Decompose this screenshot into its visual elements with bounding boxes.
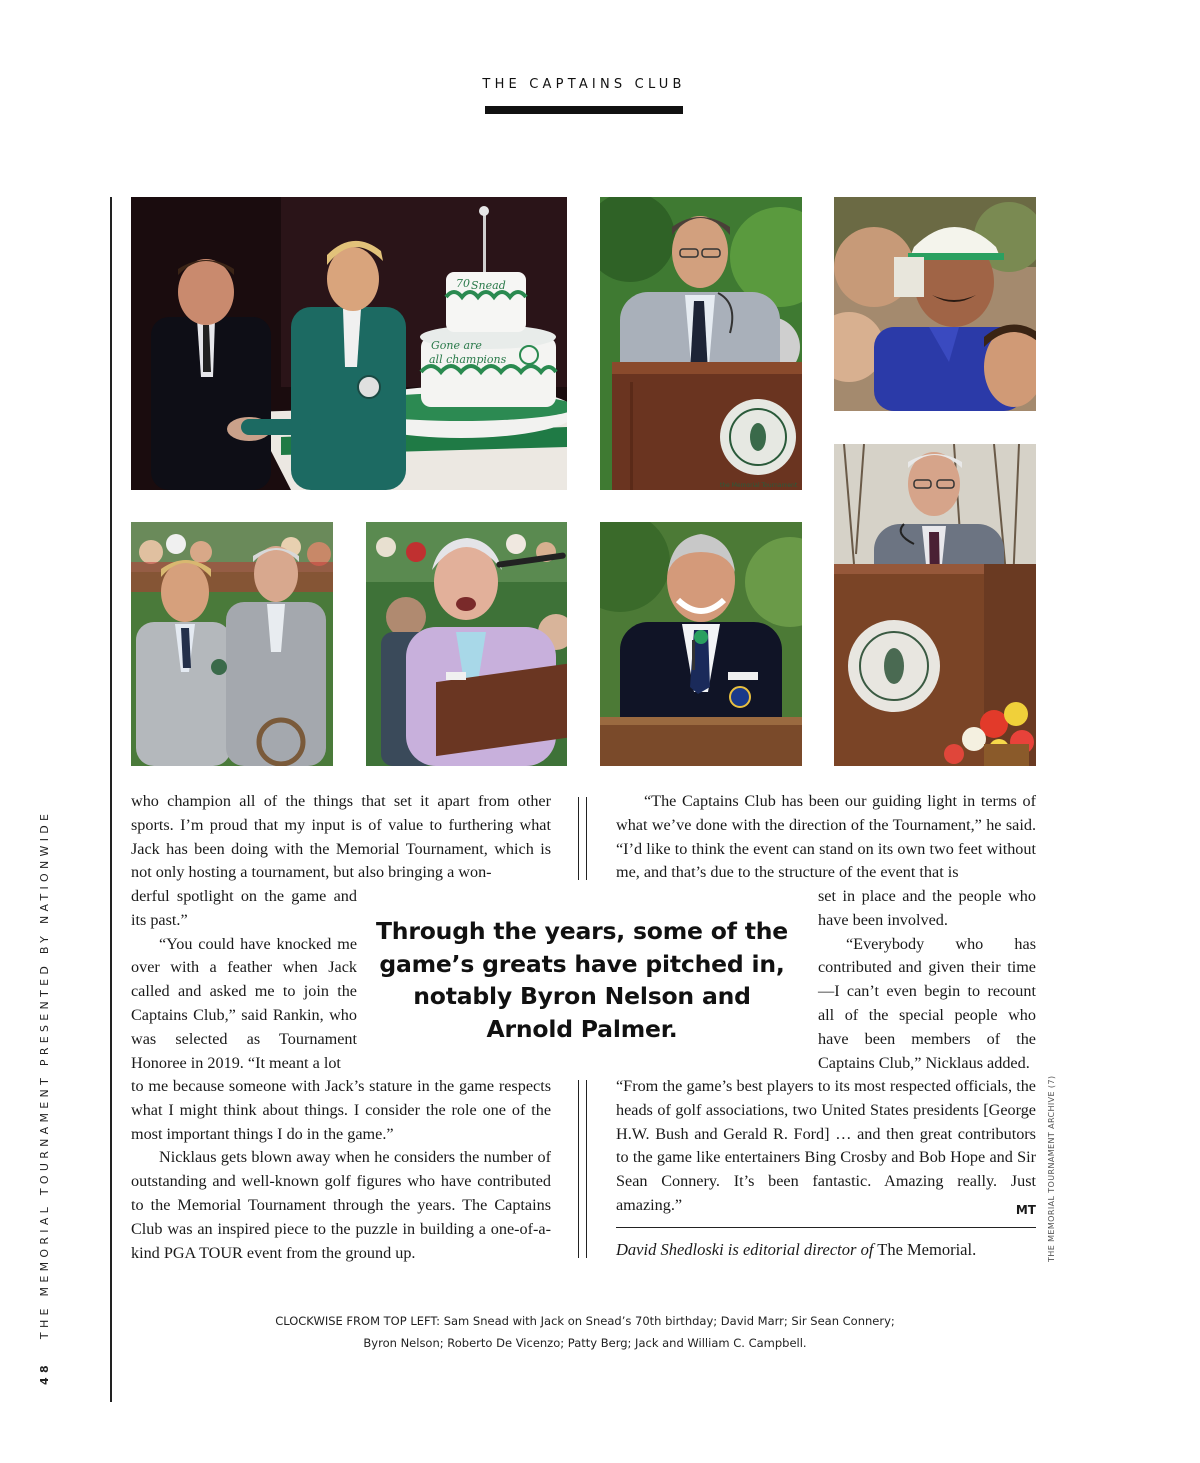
photo-sean-connery xyxy=(834,197,1036,411)
right-column-top xyxy=(616,790,1036,885)
right-col-p1-narrow: set in place and the people who have been involved. xyxy=(818,887,1036,929)
author-byline xyxy=(616,1240,976,1260)
podium-logo-text: the Memorial Tournament xyxy=(720,482,798,489)
right-col-p2-text: “From the game’s best players to its most respected officials, the heads of golf associations, two United States presidents [George H.W. Bush and Gerald R. Ford] … and then great contributors to the game like entertainers Bing Crosby and Bob Hope and Sir Sean Connery. It’s been fantastic. Amazing really. Just amazing.” xyxy=(616,1077,1036,1214)
section-title: THE CAPTAINS CLUB xyxy=(482,77,686,92)
left-col-p2-narrow: “You could have knocked me over with a feather when Jack called and asked me to join the Captains Club,” said Rankin, who was selected as Tournament Honoree in 2019. “It meant a lot xyxy=(131,934,357,1072)
left-margin-rule xyxy=(110,197,112,1402)
column-divider-bottom xyxy=(578,1080,587,1258)
cake-text-low1: Gone are xyxy=(431,339,482,352)
right-column-narrow xyxy=(818,885,1036,1075)
page-number: 48 xyxy=(38,1361,51,1385)
cake-text-mid: Snead xyxy=(471,279,506,292)
left-column-narrow xyxy=(131,885,357,1075)
right-col-p2-full xyxy=(616,1075,1036,1218)
left-col-p3: Nicklaus gets blown away when he considers the number of outstanding and well-known golf figures who have contributed to the Memorial Tournament through the years. The Captains Club was an inspired piece to the puzzle in building a one-of-a-kind PGA TOUR event from the ground up. xyxy=(131,1148,551,1262)
byline-rule xyxy=(616,1227,1036,1228)
byline-italic: David Shedloski is editorial director of xyxy=(616,1240,874,1259)
end-mark: MT xyxy=(1015,1202,1036,1217)
cake-text-low2: all champions xyxy=(429,353,507,366)
header-rule xyxy=(485,106,683,114)
caption-line-1: CLOCKWISE FROM TOP LEFT: Sam Snead with Jack on Snead’s 70th birthday; David Marr; Sir Sean Connery; xyxy=(275,1314,895,1328)
byline-publication: The Memorial. xyxy=(877,1240,977,1259)
left-column-top xyxy=(131,790,551,885)
caption-line-2: Byron Nelson; Roberto De Vicenzo; Patty Berg; Jack and William C. Campbell. xyxy=(363,1336,807,1350)
right-col-p1-full: “The Captains Club has been our guiding light in terms of what we’ve done with the direction of the Tournament,” he said. “I’d like to think the event can stand on its own two feet without me, and that’s due to the structure of the event that is xyxy=(616,792,1036,882)
photo-david-marr xyxy=(600,197,802,490)
cake-text-top: 70 xyxy=(456,277,470,290)
publication-name: THE MEMORIAL TOURNAMENT PRESENTED BY NATIONWIDE xyxy=(38,809,51,1340)
photo-credit: THE MEMORIAL TOURNAMENT ARCHIVE (7) xyxy=(1047,1075,1056,1262)
left-col-p1-narrow: derful spotlight on the game and its past.” xyxy=(131,887,357,929)
column-divider-top xyxy=(578,797,587,880)
left-col-p2-full: to me because someone with Jack’s stature in the game respects what I might think about things. I consider the role one of the most important things I do in the game.” xyxy=(131,1077,551,1143)
photo-roberto-de-vicenzo xyxy=(600,522,802,766)
right-col-p2-narrow: “Everybody who has contributed and given their time—I can’t even begin to recount all of the special people who have been members of the Captains Club,” Nicklaus added. xyxy=(818,934,1036,1072)
left-column-bottom xyxy=(131,1075,551,1265)
pull-quote: Through the years, some of the game’s greats have pitched in, notably Byron Nelson and Arnold Palmer. xyxy=(375,917,789,1043)
right-column-bottom xyxy=(616,1075,1036,1223)
photo-snead-birthday xyxy=(131,197,567,490)
folio xyxy=(38,810,51,1385)
photo-caption xyxy=(200,1310,970,1354)
photo-byron-nelson xyxy=(834,444,1036,766)
left-col-p1-full: who champion all of the things that set it apart from other sports. I’m proud that my input is of value to furthering what Jack has been doing with the Memorial Tournament, which is not only hosting a tournament, but also bringing a won- xyxy=(131,792,551,882)
photo-patty-berg xyxy=(366,522,567,766)
photo-jack-campbell xyxy=(131,522,333,766)
